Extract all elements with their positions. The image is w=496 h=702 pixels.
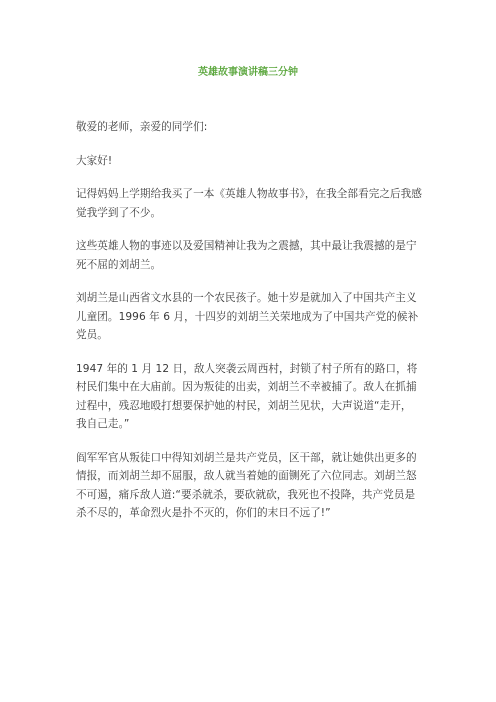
document-body	[76, 118, 422, 538]
greeting-paragraph: 敬爱的老师，亲爱的同学们:	[76, 121, 208, 133]
body-paragraph: 这些英雄人物的事迹以及爱国精神让我为之震撼，其中最让我震撼的是宁死不屈的刘胡兰。	[76, 240, 417, 271]
salutation-paragraph: 大家好!	[76, 154, 113, 167]
body-paragraph: 记得妈妈上学期给我买了一本《英雄人物故事书》，在我全部看完之后我感觉我学到了不少。	[76, 188, 422, 219]
body-paragraph: 刘胡兰是山西省文水县的一个农民孩子。她十岁是就加入了中国共产主义儿童团。1996 年 6 月，十四岁的刘胡兰关荣地成为了中国共产党的候补党员。	[76, 292, 419, 341]
body-paragraph: 阎军军官从叛徒口中得知刘胡兰是共产党员，区干部，就让她供出更多的情报，而刘胡兰却不屈服，敌人就当着她的面铡死了六位同志。刘胡兰怒不可遏，痛斥敌人道:“要杀就杀，要砍就砍，我死也不投降，共产党员是杀不尽的，革命烈火是扑不灭的，你们的末日不远了!”	[76, 451, 417, 519]
body-paragraph: 1947 年的 1 月 12 日，敌人突袭云周西村，封锁了村子所有的路口，将村民们集中在大庙前。因为叛徒的出卖，刘胡兰不幸被捕了。敌人在抓捕过程中，残忍地殴打想要保护她的村民，刘胡兰见状，大声说道“走开，我自己走。”	[76, 362, 418, 430]
document-title: 英雄故事演讲稿三分钟	[198, 67, 298, 78]
